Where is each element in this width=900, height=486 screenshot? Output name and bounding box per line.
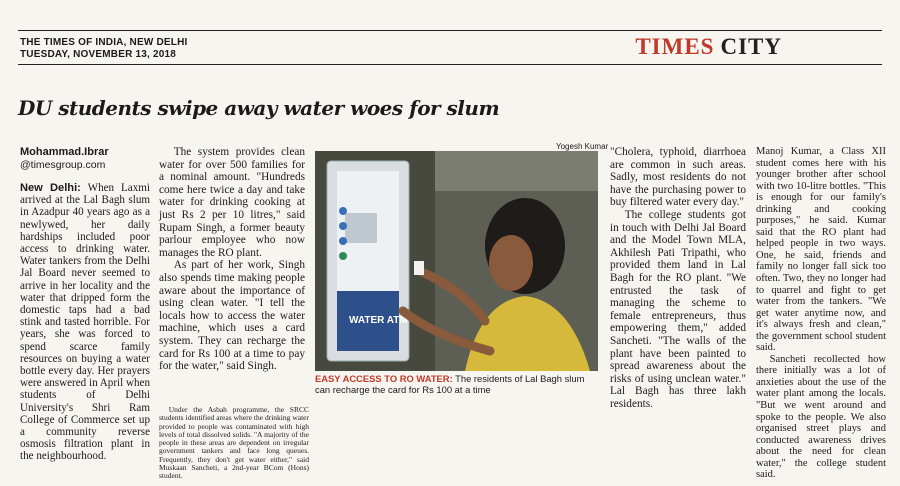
section-title-times: TIMES <box>635 34 715 59</box>
byline-name: Mohammad.Ibrar <box>20 146 109 158</box>
issue-date: TUESDAY, NOVEMBER 13, 2018 <box>20 49 177 60</box>
caption-lead: EASY ACCESS TO RO WATER: <box>315 373 453 384</box>
section-title-city: CITY <box>720 34 782 59</box>
section-title <box>635 34 782 60</box>
photo-credit: Yogesh Kumar <box>556 142 609 151</box>
article-paragraph: The college students got in touch with Delhi Jal Board and the Model Town MLA, Akhilesh Pati Tripathi, who provided them land in Lal Bagh for the RO plant. "We entrusted the task of managing the scheme to female entrepreneurs, thus empowering them," added Sancheti. "The walls of the plant have been painted to spread awareness about the risks of using unclean water." Lal Bagh has three lakh residents. <box>610 208 746 410</box>
article-paragraph: As part of her work, Singh also spends time making people aware about the importance of using clean water. "I tell the locals how to access the water machine, which uses a card system. They can recharge the card for Rs 100 at a time to pay for the water," said Singh. <box>159 259 305 373</box>
column-2-bottom <box>159 406 309 480</box>
dateline: New Delhi: <box>20 182 81 194</box>
article-paragraph: Manoj Kumar, a Class XII student comes here with his younger brother after school with two 10-litre bottles. "This is enough for our family's drinking and cooking purposes," he said. Kumar said that the RO plant had helped people in two ways. One, he said, friends and family no longer fall sick too often. Two, they no longer had to quarrel and fight to get water from the tankers. "We get water anytime now, and it's always fresh and clean," the government school student said. <box>756 146 886 354</box>
masthead <box>20 37 187 61</box>
photo-caption <box>315 373 598 395</box>
article-paragraph: Under the Asbah programme, the SRCC students identified areas where the drinking water provided to people was contaminated with high levels of total dissolved solids. "A majority of the people in these areas are dependent on irregular government tankers and face long queues. Frequently, they don't get water either," said Muskaan Sancheti, a 2nd-year BCom (Hons) student. <box>159 405 309 480</box>
article-paragraph: New Delhi: When Laxmi arrived at the Lal Bagh slum in Azadpur 40 years ago as a newlywed, her daily hardships included poor access to drinking water. Water tankers from the Delhi Jal Board never seemed to arrive in her locality and the water that dripped form the domestic taps had a bad stink and tasted horrible. For years, she was forced to spend scarce family resources on buying a water bottle every day. Her prayers were answered in April when students of Delhi University's Shri Ram College of Commerce set up a community reverse osmosis filtration plant in the neighbourhood. <box>20 182 150 463</box>
article-paragraph: The system provides clean water for over 500 families for a nominal amount. "Hundreds come here twice a day and take water for drinking cooking at just Rs 2 per 10 litres," said Rupam Singh, a former beauty parlour employee who now manages the RO plant. <box>159 146 305 259</box>
paper-name: THE TIMES OF INDIA, NEW DELHI <box>20 37 188 48</box>
masthead-rule <box>18 64 882 65</box>
caption-text: The residents of Lal Bagh slum can recharge the card for Rs 100 at a time <box>315 373 585 395</box>
byline-handle: @timesgroup.com <box>20 159 106 171</box>
article-paragraph: "Cholera, typhoid, diarrhoea are common in such areas. Sadly, most residents do not have the purchasing power to buy filtered water every day." <box>610 146 746 209</box>
headline: DU students swipe away water woes for slum <box>18 96 500 120</box>
water-atm-photo <box>315 151 598 371</box>
top-rule <box>18 30 882 31</box>
article-paragraph: Sancheti recollected how there initially was a lot of anxieties about the use of the water plant among the locals. "But we went around and spoke to the people. We also organised street plays and conducted awareness drives about the need for clean water," the college student said. <box>756 353 886 481</box>
article-photo <box>315 151 598 371</box>
column-1 <box>20 146 150 463</box>
column-4 <box>610 146 746 410</box>
column-5 <box>756 146 886 481</box>
column-2 <box>159 146 305 373</box>
machine-label: WATER ATM <box>349 315 408 326</box>
